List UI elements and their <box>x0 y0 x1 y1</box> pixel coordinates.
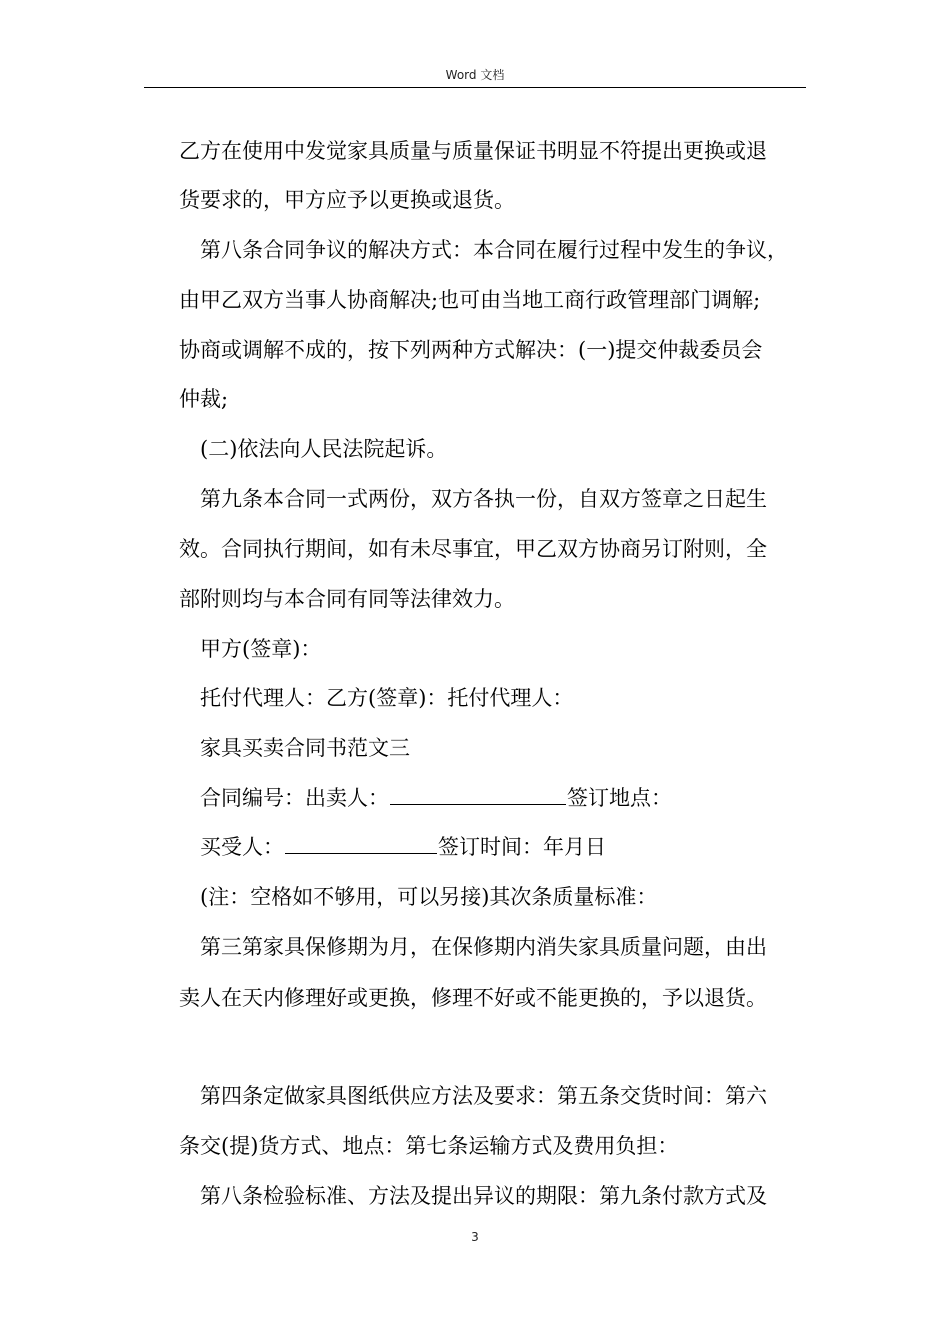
text-line: 托付代理人：乙方(签章)：托付代理人： <box>200 686 574 710</box>
text-line: 仲裁; <box>179 387 229 411</box>
text-line: 甲方(签章)： <box>200 637 322 661</box>
text-line: 第八条检验标准、方法及提出异议的期限：第九条付款方式及 <box>200 1184 767 1208</box>
text-line: 乙方在使用中发觉家具质量与质量保证书明显不符提出更换或退 <box>179 139 767 163</box>
buyer-label: 买受人： <box>200 835 284 859</box>
header-divider <box>144 87 806 88</box>
text-line: (注：空格如不够用，可以另接)其次条质量标准： <box>200 885 658 909</box>
text-line: 协商或调解不成的，按下列两种方式解决：(一)提交仲裁委员会 <box>179 338 763 362</box>
header-title: Word 文档 <box>445 68 505 82</box>
text-line: (二)依法向人民法院起诉。 <box>200 437 448 461</box>
signing-place-label: 签订地点： <box>567 786 672 810</box>
text-line: 条交(提)货方式、地点：第七条运输方式及费用负担： <box>179 1134 679 1158</box>
contract-number-line <box>200 783 672 813</box>
text-line: 第八条合同争议的解决方式：本合同在履行过程中发生的争议， <box>200 238 788 262</box>
text-line: 第九条本合同一式两份，双方各执一份，自双方签章之日起生 <box>200 487 767 511</box>
text-line: 卖人在天内修理好或更换，修理不好或不能更换的，予以退货。 <box>179 986 767 1010</box>
text-line: 第四条定做家具图纸供应方法及要求：第五条交货时间：第六 <box>200 1084 767 1108</box>
text-line: 效。合同执行期间，如有未尽事宜，甲乙双方协商另订附则，全 <box>179 537 767 561</box>
section-heading: 家具买卖合同书范文三 <box>200 736 410 760</box>
contract-number-label: 合同编号：出卖人： <box>200 786 389 810</box>
buyer-blank-field <box>285 832 437 854</box>
text-line: 第三第家具保修期为月，在保修期内消失家具质量问题，由出 <box>200 935 767 959</box>
signing-time-label: 签订时间：年月日 <box>438 835 606 859</box>
page-number: 3 <box>471 1230 479 1244</box>
text-line: 货要求的，甲方应予以更换或退货。 <box>179 188 515 212</box>
buyer-line <box>200 832 606 862</box>
text-line: 部附则均与本合同有同等法律效力。 <box>179 587 515 611</box>
seller-blank-field <box>390 783 566 805</box>
text-line: 由甲乙双方当事人协商解决;也可由当地工商行政管理部门调解; <box>179 288 761 312</box>
